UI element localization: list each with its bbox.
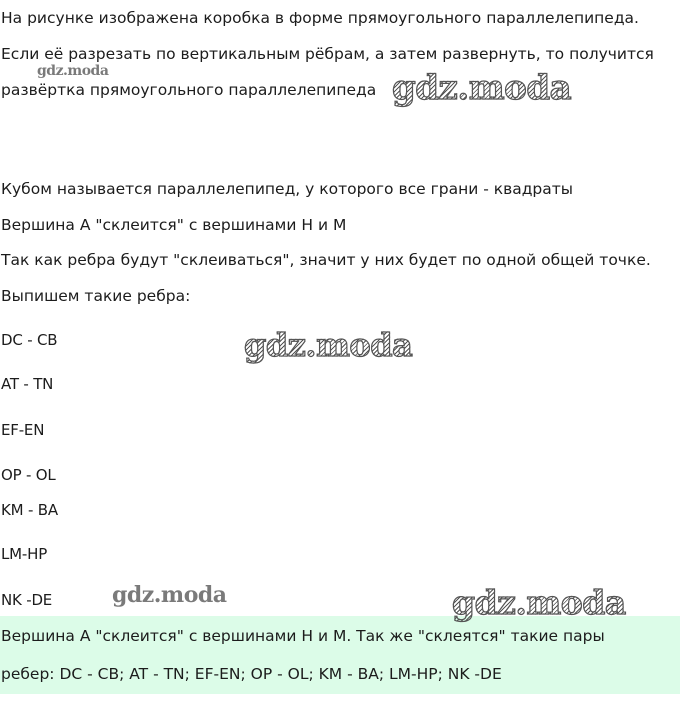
edge-pair-item: EF-EN xyxy=(1,421,45,439)
answer-block xyxy=(0,616,680,694)
paragraph-edges-glue: Так как ребра будут "склеиваться", значит у них будет по одной общей точке. xyxy=(1,251,651,269)
edge-pair-item: DC - CB xyxy=(1,331,58,349)
paragraph-cube-definition: Кубом называется параллелепипед, у которого все грани - квадраты xyxy=(1,180,574,198)
paragraph-vertex-a: Вершина А "склеится" с вершинами H и M xyxy=(1,216,347,234)
edge-pair-item: OP - OL xyxy=(1,466,56,484)
paragraph-list-intro: Выпишем такие ребра: xyxy=(1,287,191,305)
edge-pair-item: KM - BA xyxy=(1,501,58,519)
edge-pair-item: NK -DE xyxy=(1,591,53,609)
watermark-logo: gdz.moda xyxy=(452,583,626,622)
answer-line-2: ребер: DC - CB; AT - TN; EF-EN; OP - OL; KM - BA; LM-HP; NK -DE xyxy=(1,665,502,683)
paragraph-3: развёртка прямоугольного параллелепипеда xyxy=(1,81,377,99)
answer-line-1: Вершина А "склеится" с вершинами H и M. Так же "склеятся" такие пары xyxy=(1,627,605,645)
watermark-logo: gdz.moda xyxy=(392,68,572,108)
paragraph-1: На рисунке изображена коробка в форме прямоугольного параллелепипеда. xyxy=(1,9,639,27)
edge-pair-item: LM-HP xyxy=(1,545,48,563)
paragraph-2: Если её разрезать по вертикальным рёбрам, а затем развернуть, то получится xyxy=(1,45,654,63)
watermark-logo: gdz.moda xyxy=(112,582,227,608)
edge-pair-item: AT - TN xyxy=(1,375,54,393)
watermark-logo: gdz.moda xyxy=(37,63,109,79)
watermark-logo: gdz.moda xyxy=(244,326,413,364)
